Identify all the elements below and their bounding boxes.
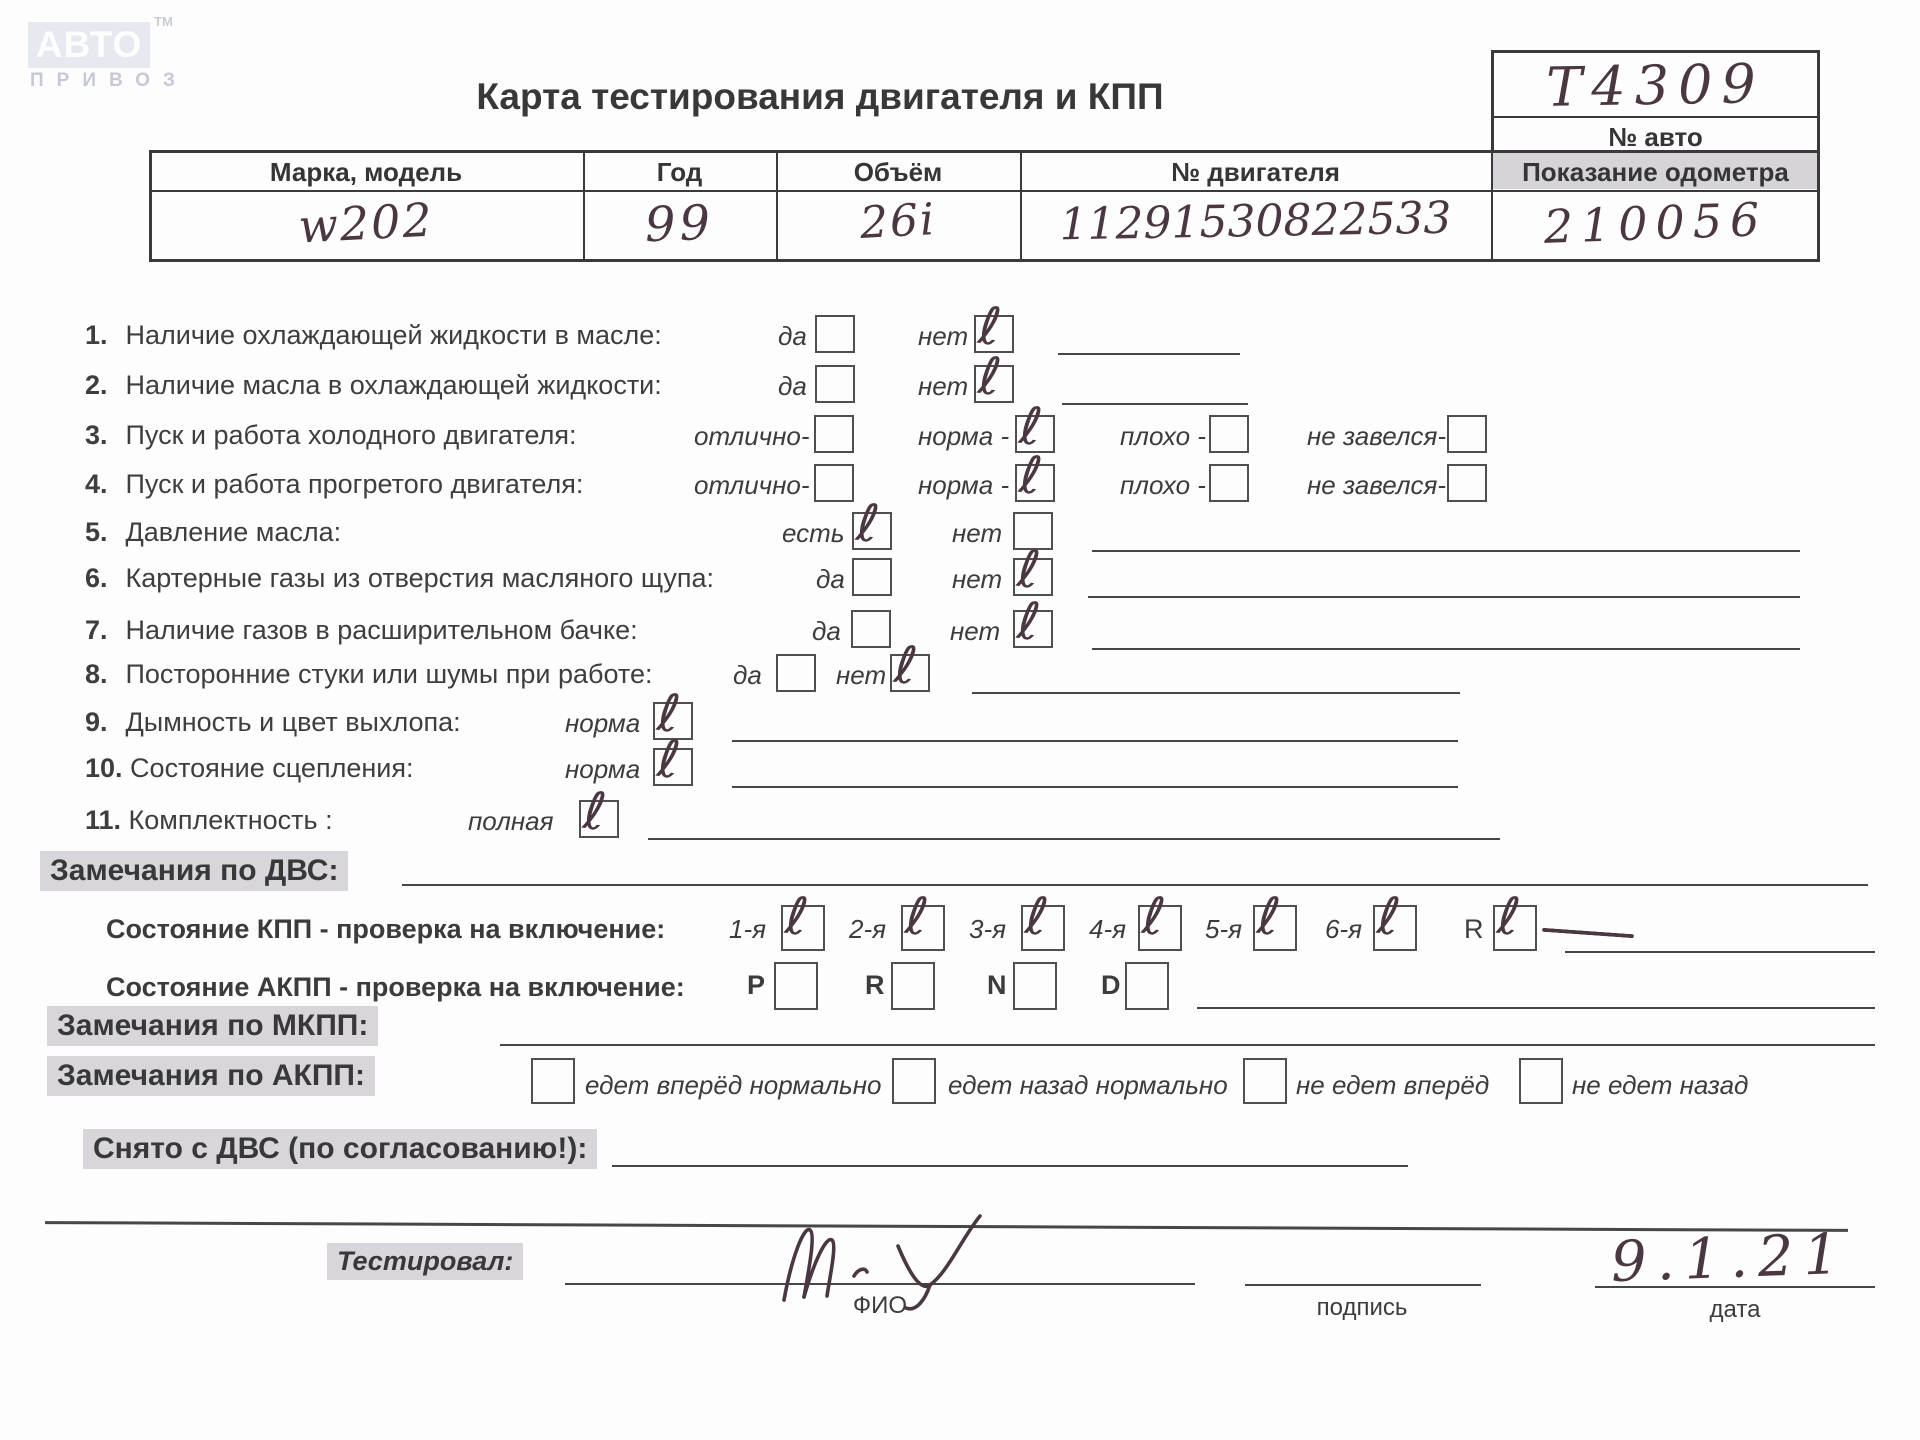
option-label-есть: есть [782,518,845,548]
checkbox-gear-R-checked[interactable] [1493,885,1537,951]
option-label-нет: нет [952,564,1003,594]
checkmark-icon: ℓ [1016,395,1046,459]
checkbox-akpp-remark-4[interactable] [1519,1058,1563,1104]
col-header-1: Марка, модель [269,157,463,187]
checkbox-akpp-remark-1[interactable] [531,1058,575,1104]
option-label-нет: нет [950,616,1001,646]
checkbox-не завелся-[interactable] [1447,464,1487,502]
checkbox-akpp-remark-2[interactable] [892,1058,936,1104]
akpp-line [1197,1007,1875,1009]
checkbox-akpp-D[interactable] [1125,962,1169,1010]
option-label-норма: норма [565,708,641,738]
checklist-item-8-label [85,659,653,690]
checkbox-akpp-P[interactable] [774,962,818,1010]
checkbox-есть-checked[interactable] [852,492,892,556]
checklist-item-number: 2. [85,370,108,400]
gear-label-5-я: 5-я [1205,914,1243,944]
col-header-4: № двигателя [1171,157,1340,187]
checklist-item-1-label [85,320,662,351]
option-label-да: да [778,371,807,401]
checkbox-gear-4-я-checked[interactable] [1138,885,1182,951]
checkmark-icon: ℓ [1254,885,1284,949]
date-value: 9.1.21 [1609,1221,1851,1296]
checkbox-полная-checked[interactable] [579,780,619,844]
dvs-remarks-line [402,884,1868,886]
checklist-item-number: 10. [85,753,123,783]
checkmark-icon: ℓ [654,728,684,792]
checklist-item-11-label [85,805,333,836]
option-label-нет: нет [918,321,969,351]
col-header-3: Объём [853,157,943,187]
checkmark-icon: ℓ [1022,885,1052,949]
checkbox-не завелся-[interactable] [1447,415,1487,453]
akpp-gear-label-R: R [865,970,885,1000]
logo-tm-mark: ТМ [154,14,173,29]
option-label-нет: нет [952,518,1003,548]
checklist-item-text: Комплектность : [121,805,333,835]
checkbox-отлично-[interactable] [814,464,854,502]
fill-line [1058,353,1240,355]
checklist-item-5-label [85,517,341,548]
checkbox-да[interactable] [776,654,816,692]
option-label-полная: полная [468,806,554,836]
akpp-gear-label-D: D [1101,970,1121,1000]
checkbox-gear-5-я-checked[interactable] [1253,885,1297,951]
checkmark-icon: ℓ [782,885,812,949]
checklist-item-3-label [85,420,576,451]
page-title: Карта тестирования двигателя и КПП [476,76,1164,117]
checkbox-норма-checked[interactable] [653,728,693,792]
option-label-да: да [816,564,845,594]
col-header-5: Показание одометра [1522,157,1789,187]
fill-line [972,692,1460,694]
removed-dvs-label: Снято с ДВС (по согласованию!): [83,1129,597,1169]
checklist-item-text: Давление масла: [118,517,342,547]
option-label-да: да [733,660,762,690]
checkmark-icon: ℓ [1494,885,1524,949]
checkmark-icon: ℓ [654,682,684,746]
logo: АВТО [28,22,150,68]
gear-label-3-я: 3-я [969,914,1007,944]
mkpp-remarks-label: Замечания по МКПП: [47,1006,378,1046]
checklist-item-text: Посторонние стуки или шумы при работе: [118,659,653,689]
gear-label-4-я: 4-я [1089,914,1127,944]
checklist-item-text: Наличие масла в охлаждающей жидкости: [118,370,662,400]
checkbox-плохо -[interactable] [1209,464,1249,502]
checkbox-нет-checked[interactable] [1013,590,1053,654]
checklist-item-number: 1. [85,320,108,350]
checklist-item-text: Картерные газы из отверстия масляного щупа: [118,563,715,593]
gear-label-6-я: 6-я [1325,914,1363,944]
checkmark-icon: ℓ [1014,538,1044,602]
col-header-2: Год [656,157,703,187]
checkbox-нет-checked[interactable] [890,634,930,698]
col-value-4: 11291530822533 [1059,192,1452,251]
vehicle-number-label: № авто [1608,122,1703,152]
checklist-item-text: Наличие охлаждающей жидкости в масле: [118,320,662,350]
fill-line [1092,648,1800,650]
checklist-item-number: 5. [85,517,108,547]
option-label-норма: норма [565,754,641,784]
checkmark-icon: ℓ [580,780,610,844]
checklist-item-9-label [85,707,461,738]
checkbox-норма --checked[interactable] [1015,444,1055,508]
checkbox-отлично-[interactable] [814,415,854,453]
akpp-remarks-label: Замечания по АКПП: [47,1056,375,1096]
checkbox-gear-2-я-checked[interactable] [901,885,945,951]
checkbox-gear-6-я-checked[interactable] [1373,885,1417,951]
gear-label-2-я: 2-я [849,914,887,944]
akpp-remark-option-label: едет назад нормально [948,1070,1228,1100]
checkbox-нет-checked[interactable] [1013,538,1053,602]
checklist-item-text: Пуск и работа прогретого двигателя: [118,469,584,499]
checkbox-да[interactable] [852,558,892,596]
checkbox-gear-3-я-checked[interactable] [1021,885,1065,951]
checkbox-gear-1-я-checked[interactable] [781,885,825,951]
option-label-да: да [812,616,841,646]
date-caption: дата [1709,1296,1761,1323]
checkbox-akpp-N[interactable] [1013,962,1057,1010]
fill-line [732,786,1458,788]
akpp-gear-label-P: P [747,970,766,1000]
r-gear-pen-dash [1542,928,1634,938]
signature-line [1245,1284,1481,1286]
fill-line [1088,596,1800,598]
gear-label-R: R [1464,914,1484,944]
checkmark-icon: ℓ [975,345,1005,409]
gear-label-1-я: 1-я [729,914,767,944]
fill-line [732,740,1458,742]
dvs-remarks-label: Замечания по ДВС: [40,851,348,891]
vehicle-number-value: Т4309 [1545,52,1766,119]
checkbox-да[interactable] [815,315,855,353]
col-value-2: 99 [643,194,715,254]
tester-signature [770,1212,1140,1320]
checklist-item-10-label [85,753,413,784]
checklist-item-number: 11. [85,805,122,835]
checklist-item-text: Состояние сцепления: [122,753,414,783]
akpp-remark-option-label: едет вперёд нормально [585,1070,882,1100]
checkbox-да[interactable] [851,610,891,648]
checkbox-нет-checked[interactable] [974,345,1014,409]
checkbox-akpp-remark-3[interactable] [1243,1058,1287,1104]
checklist-item-text: Пуск и работа холодного двигателя: [118,420,577,450]
kpp-state-label: Состояние КПП - проверка на включение: [106,914,666,944]
option-label-не завелся-: не завелся- [1307,421,1447,451]
kpp-line [1565,951,1875,953]
checklist-item-number: 3. [85,420,108,450]
checklist-item-number: 8. [85,659,108,689]
option-label-нет: нет [918,371,969,401]
option-label-норма -: норма - [918,470,1010,500]
akpp-gear-label-N: N [987,970,1007,1000]
mkpp-remarks-line [500,1044,1875,1046]
checklist-item-number: 7. [85,615,108,645]
option-label-норма -: норма - [918,421,1010,451]
removed-dvs-line [612,1165,1408,1167]
checklist-item-2-label [85,370,662,401]
checklist-item-text: Дымность и цвет выхлопа: [118,707,461,737]
option-label-плохо -: плохо - [1120,470,1206,500]
checkmark-icon: ℓ [1014,590,1044,654]
checkmark-icon: ℓ [1016,444,1046,508]
checkmark-icon: ℓ [1139,885,1169,949]
akpp-remark-option-label: не едет назад [1572,1070,1749,1100]
checklist-item-text: Наличие газов в расширительном бачке: [118,615,638,645]
option-label-отлично-: отлично- [694,470,810,500]
signature-caption: подпись [1316,1294,1408,1321]
checklist-item-number: 6. [85,563,108,593]
checklist-item-4-label [85,469,583,500]
akpp-remark-option-label: не едет вперёд [1296,1070,1490,1100]
logo-subtitle: ПРИВОЗ [30,70,188,91]
option-label-плохо -: плохо - [1120,421,1206,451]
col-value-5: 210056 [1542,192,1769,254]
option-label-отлично-: отлично- [694,421,810,451]
col-value-3: 26i [858,194,938,249]
checkmark-icon: ℓ [902,885,932,949]
fill-line [1092,550,1800,552]
checklist-item-number: 9. [85,707,108,737]
checkmark-icon: ℓ [853,492,883,556]
checklist-item-number: 4. [85,469,108,499]
checklist-item-7-label [85,615,638,646]
date-line [1595,1286,1875,1288]
checkbox-плохо -[interactable] [1209,415,1249,453]
akpp-state-label: Состояние АКПП - проверка на включение: [106,972,685,1002]
checkmark-icon: ℓ [891,634,921,698]
fio-caption: ФИО [852,1292,908,1319]
option-label-не завелся-: не завелся- [1307,470,1447,500]
checkmark-icon: ℓ [1374,885,1404,949]
fill-line [1062,403,1248,405]
checkbox-да[interactable] [815,365,855,403]
checklist-item-6-label [85,563,714,594]
checkmark-icon: ℓ [975,295,1005,359]
option-label-нет: нет [836,660,887,690]
option-label-да: да [778,321,807,351]
col-value-1: w202 [297,192,435,254]
checkbox-akpp-R[interactable] [891,962,935,1010]
fill-line [648,838,1500,840]
tested-by-label: Тестировал: [327,1243,523,1280]
